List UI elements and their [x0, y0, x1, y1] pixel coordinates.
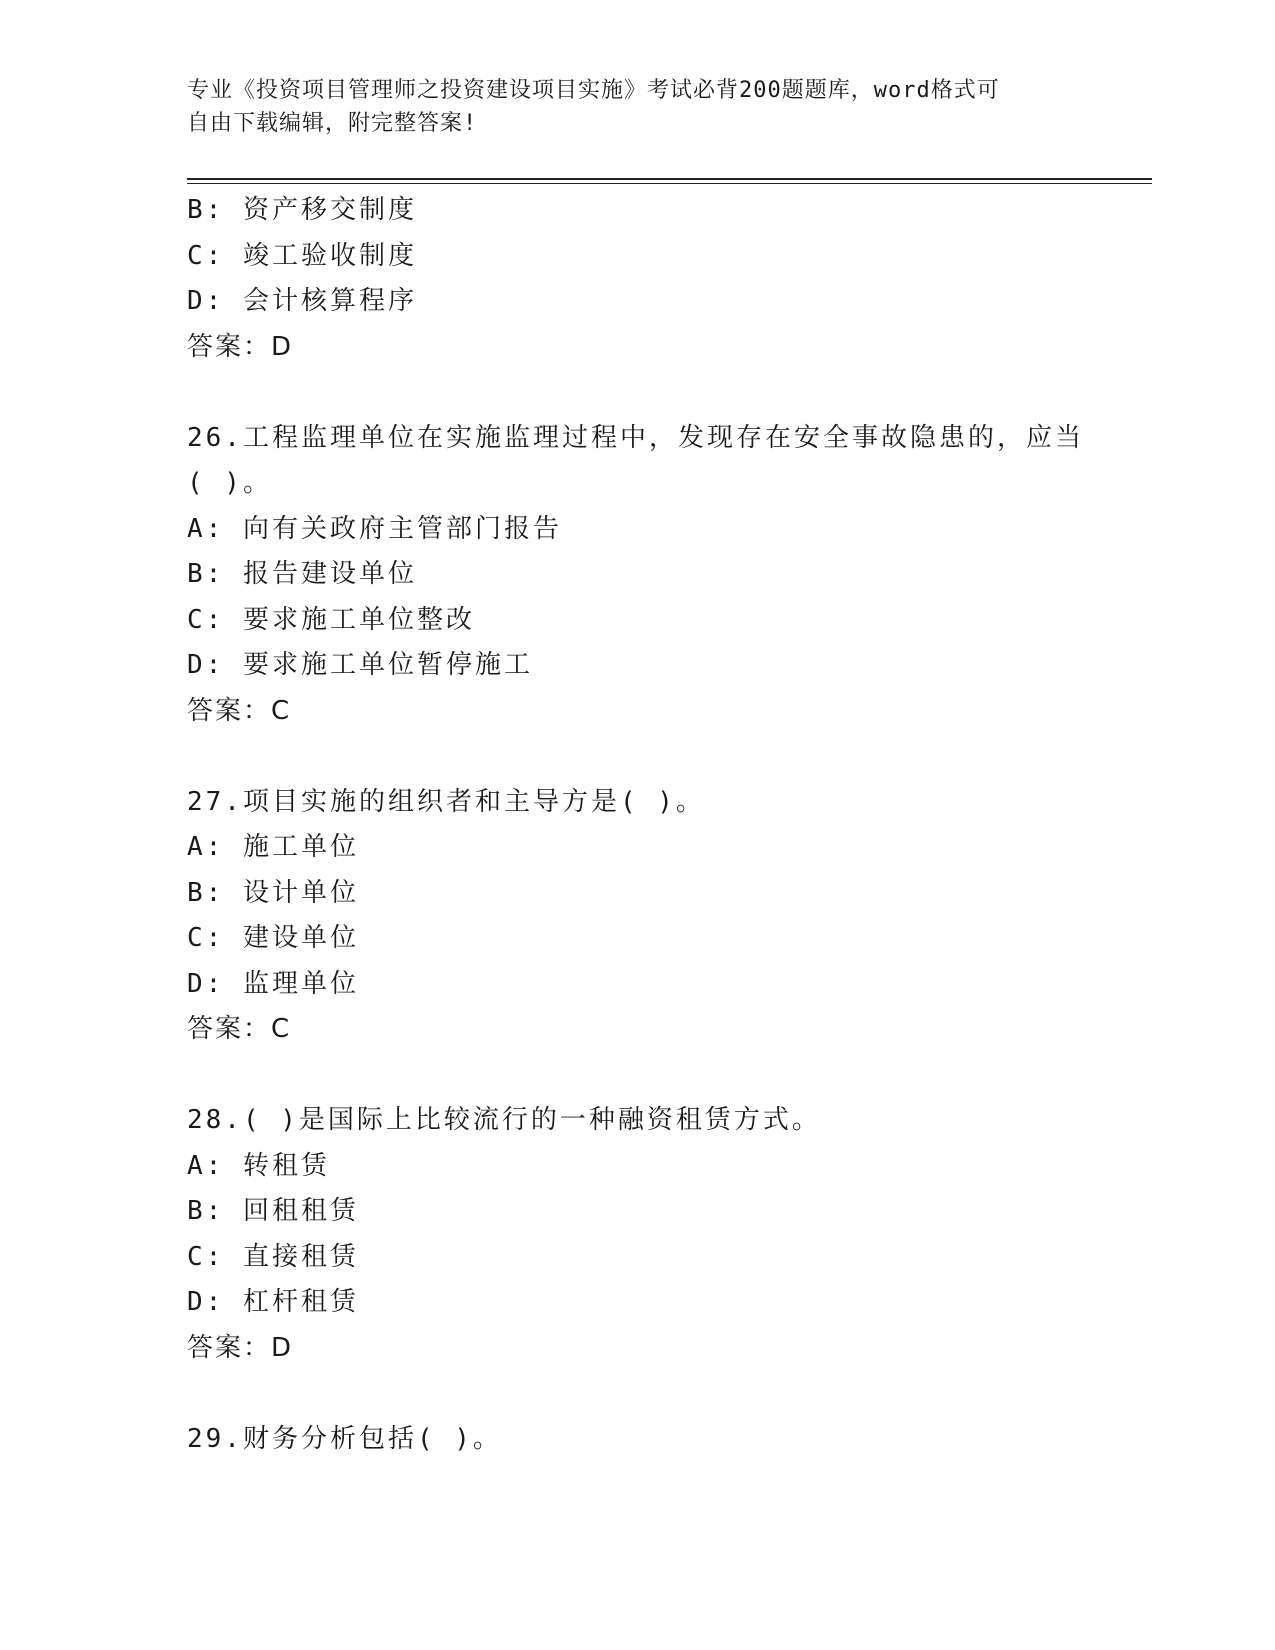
- question-text: 27.项目实施的组织者和主导方是( )。: [187, 786, 705, 817]
- prev-question-block: [187, 188, 1067, 370]
- header-line-2: 自由下载编辑，附完整答案!: [187, 111, 478, 136]
- question-text: 28.( )是国际上比较流行的一种融资租赁方式。: [187, 1105, 821, 1135]
- question-list: [187, 188, 1084, 1462]
- question-26: [187, 416, 1084, 735]
- option-c: C: 直接租赁: [187, 1241, 359, 1272]
- header-divider-thin: [187, 183, 1152, 184]
- answer-line: 答案：D: [187, 331, 294, 362]
- answer-line: 答案：D: [187, 1332, 294, 1363]
- question-28: [187, 1098, 1067, 1371]
- option-d: D: 会计核算程序: [187, 286, 417, 316]
- option-b: B: 设计单位: [187, 877, 359, 908]
- question-text-continued: ( )。: [187, 468, 272, 498]
- spacer: [187, 1371, 1067, 1417]
- option-b: B: 资产移交制度: [187, 195, 417, 225]
- option-c: C: 建设单位: [187, 923, 359, 953]
- answer-line: 答案：C: [187, 695, 292, 726]
- question-text: 29.财务分析包括( )。: [187, 1423, 502, 1454]
- header-line-1: 专业《投资项目管理师之投资建设项目实施》考试必背200题题库，word格式可: [187, 78, 1000, 103]
- option-d: D: 要求施工单位暂停施工: [187, 650, 533, 680]
- option-d: D: 杠杆租赁: [187, 1287, 359, 1317]
- question-27: [187, 780, 1067, 1053]
- option-c: C: 要求施工单位整改: [187, 604, 475, 635]
- option-d: D: 监理单位: [187, 968, 359, 999]
- header-divider-thick: [187, 178, 1152, 180]
- option-a: A: 向有关政府主管部门报告: [187, 513, 562, 544]
- spacer: [187, 1053, 1067, 1099]
- option-c: C: 竣工验收制度: [187, 240, 417, 271]
- question-text: 26.工程监理单位在实施监理过程中，发现存在安全事故隐患的，应当: [187, 422, 1084, 453]
- question-29: [187, 1417, 1067, 1463]
- option-b: B: 回租租赁: [187, 1196, 359, 1226]
- option-b: B: 报告建设单位: [187, 559, 417, 589]
- spacer: [187, 734, 1067, 780]
- option-a: A: 转租赁: [187, 1150, 330, 1181]
- answer-line: 答案：C: [187, 1014, 292, 1044]
- spacer: [187, 370, 1067, 416]
- document-header: [187, 74, 1067, 140]
- option-a: A: 施工单位: [187, 832, 359, 862]
